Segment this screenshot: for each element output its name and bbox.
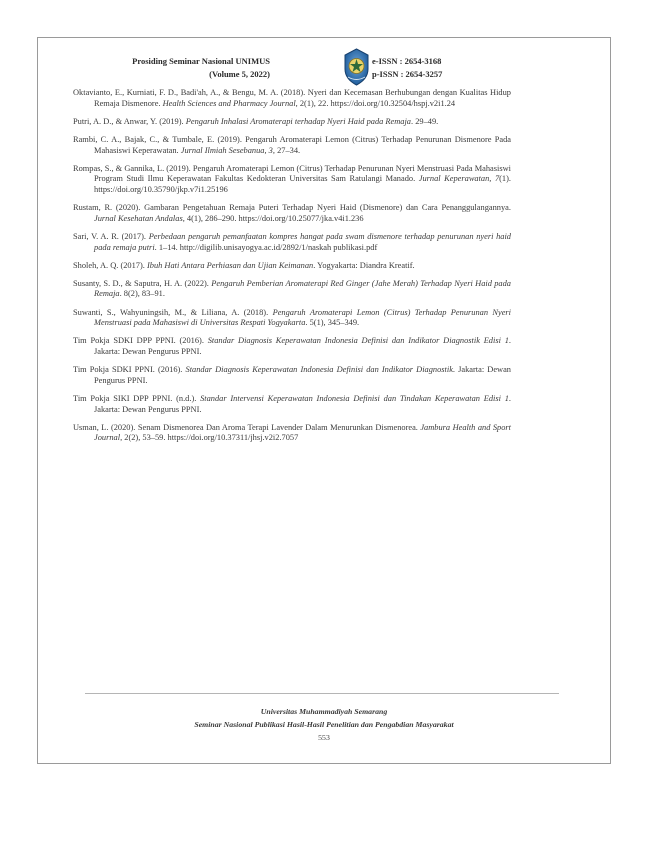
reference-source-title: Standar Diagnosis Keperawatan Indonesia Definisi dan Indikator Diagnostik Edisi 1 — [207, 336, 509, 346]
reference-details: . 5(1), 345–349. — [305, 318, 360, 328]
footer-university: Universitas Muhammadiyah Semarang — [260, 707, 388, 716]
reference-source-title: Pengaruh Pemberian Aromaterapi Red Ginger (Jahe Merah) Terhadap Nyeri Haid pada Remaja — [94, 278, 511, 299]
reference-source-title: Pengaruh Inhalasi Aromaterapi terhadap Nyeri Haid pada Remaja — [185, 116, 411, 126]
reference-details: . Jakarta: Dewan Pengurus PPNI. — [94, 336, 511, 357]
e-issn: e-ISSN : 2654-3168 — [372, 56, 442, 66]
reference-details: , 27–34. — [272, 145, 301, 155]
reference-entry — [73, 135, 511, 156]
reference-entry — [73, 279, 511, 300]
reference-list — [73, 88, 511, 452]
reference-entry — [73, 365, 511, 386]
reference-source-title: Standar Diagnosis Keperawatan Indonesia Definisi dan Indikator Diagnostik — [185, 365, 453, 375]
proceedings-volume: (Volume 5, 2022) — [209, 69, 270, 79]
reference-text: Tim Pokja SIKI DPP PPNI. (n.d.). — [73, 394, 201, 403]
reference-source-title: Jurnal Ilmiah Sesebanua, 3 — [180, 145, 273, 155]
reference-details: . 29–49. — [411, 116, 439, 126]
reference-entry — [73, 336, 511, 357]
reference-text: Sholeh, A. Q. (2017). — [73, 260, 147, 270]
reference-source-title: Health Sciences and Pharmacy Journal — [162, 98, 296, 108]
reference-details: . Yogyakarta: Diandra Kreatif. — [313, 260, 415, 270]
reference-text: Rompas, S., & Gannika, L. (2019). Pengaruh Aromaterapi Lemon (Citrus) Terhadap Penurunan Nyeri Menstruasi Pada Mahasiswi Program Studi Ilmu Keperawatan Fakultas Kedokteran Universitas Sam Ratulangi Manado. — [73, 163, 511, 184]
reference-source-title: Perbedaan pengaruh pemanfaatan kompres hangat pada swam dismenore terhadap penurunan nyeri haid pada remaja putri — [94, 231, 511, 252]
page-header — [38, 47, 610, 93]
reference-entry — [73, 232, 511, 253]
reference-source-title: Jurnal Kesehatan Andalas — [94, 213, 183, 223]
footer-seminar: Seminar Nasional Publikasi Hasil-Hasil Penelitian dan Pengabdian Masyarakat — [194, 720, 454, 729]
reference-text: Rustam, R. (2020). Gambaran Pengetahuan Remaja Puteri Terhadap Nyeri Haid (Dismenore) dan Cara Penanggulangannya. — [73, 203, 511, 213]
reference-details: , 2(2), 53–59. https://doi.org/10.37311/jhsj.v2i2.7057 — [120, 433, 299, 443]
reference-entry — [73, 88, 511, 109]
unimus-logo-icon — [342, 47, 371, 87]
reference-source-title: Ibuh Hati Antara Perhiasan dan Ujian Keimanan — [146, 260, 314, 270]
reference-details: . Jakarta: Dewan Pengurus PPNI. — [94, 394, 511, 414]
reference-entry — [73, 423, 511, 444]
reference-entry — [73, 117, 511, 128]
issn-block — [372, 55, 442, 81]
reference-details: , 4(1), 286–290. https://doi.org/10.25077/jka.v4i1.236 — [182, 213, 364, 223]
reference-text: Rambi, C. A., Bajak, C., & Tumbale, E. (2019). Pengaruh Aromaterapi Lemon (Citrus) Terhadap Penurunan Dismenore Pada Mahasiswi Keperawatan. — [73, 134, 511, 155]
reference-entry — [73, 261, 511, 272]
reference-text: Oktavianto, E., Kurniati, F. D., Badi'ah, A., & Bengu, M. A. (2018). Nyeri dan Kecemasan Berhubungan dengan Kualitas Hidup Remaja Dismenore. — [73, 88, 511, 108]
proceedings-title — [50, 55, 270, 81]
reference-entry — [73, 308, 511, 329]
p-issn: p-ISSN : 2654-3257 — [372, 69, 443, 79]
reference-text: Sari, V. A. R. (2017). — [73, 231, 149, 241]
reference-source-title: Jambura Health and Sport Journal — [94, 422, 511, 443]
reference-text: Tim Pokja SDKI PPNI. (2016). — [73, 365, 186, 375]
reference-entry — [73, 164, 511, 196]
proceedings-name: Prosiding Seminar Nasional UNIMUS — [132, 56, 270, 66]
reference-source-title: Standar Intervensi Keperawatan Indonesia Definisi dan Tindakan Keperawatan Edisi 1 — [200, 394, 509, 403]
reference-text: Usman, L. (2020). Senam Dismenorea Dan Aroma Terapi Lavender Dalam Menurunkan Dismenorea. — [73, 422, 421, 432]
reference-text: Putri, A. D., & Anwar, Y. (2019). — [73, 116, 186, 126]
reference-entry — [73, 394, 511, 415]
reference-text: Tim Pokja SDKI DPP PPNI. (2016). — [73, 336, 208, 346]
page-number: 553 — [318, 733, 330, 742]
reference-details: . Jakarta: Dewan Pengurus PPNI. — [94, 365, 511, 385]
reference-source-title: Pengaruh Aromaterapi Lemon (Citrus) Terhadap Penurunan Nyeri Menstruasi pada Mahasiswi di Universitas Respati Yogyakarta — [94, 307, 511, 328]
reference-details: , 2(1), 22. https://doi.org/10.32504/hspj.v2i1.24 — [295, 98, 456, 108]
reference-details: (1). https://doi.org/10.35790/jkp.v7i1.25196 — [94, 174, 511, 194]
reference-details: . 1–14. http://digilib.unisayogya.ac.id/2892/1/naskah publikasi.pdf — [154, 242, 378, 252]
reference-text: Susanty, S. D., & Saputra, H. A. (2022). — [73, 278, 212, 288]
reference-text: Suwanti, S., Wahyuningsih, M., & Liliana, A. (2018). — [73, 307, 273, 317]
reference-source-title: Jurnal Keperawatan, 7 — [418, 174, 500, 184]
reference-details: . 8(2), 83–91. — [119, 289, 165, 299]
reference-entry — [73, 203, 511, 224]
